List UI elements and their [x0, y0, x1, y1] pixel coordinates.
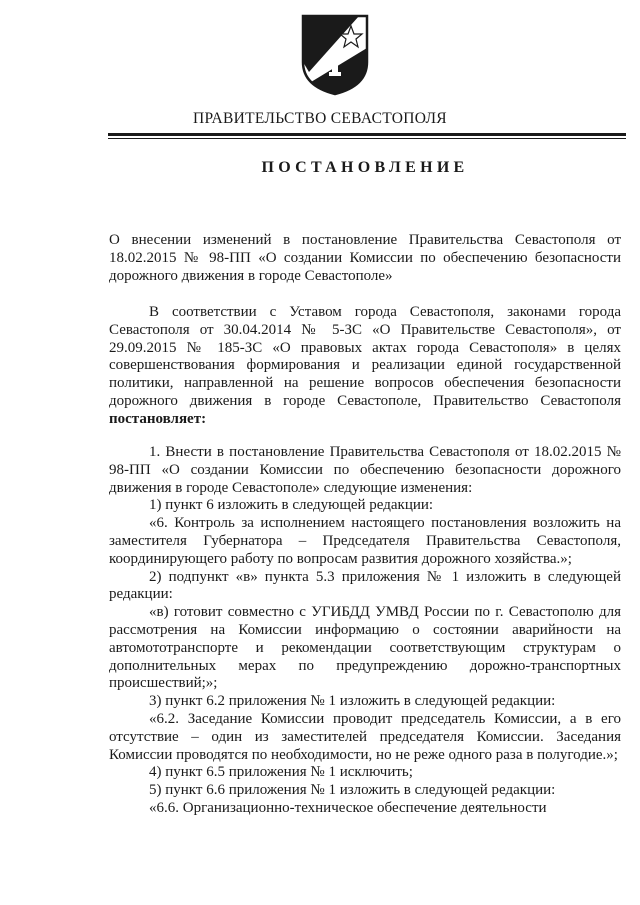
- body-paragraph: «6.2. Заседание Комиссии проводит председатель Комиссии, а в его отсутствие – один из заместителей председателя Комиссии. Заседания Комиссии проводятся по необходимости, но не реже одного раза в полугодие.»;: [109, 710, 621, 763]
- body-paragraph: 5) пункт 6.6 приложения № 1 изложить в следующей редакции:: [149, 782, 556, 799]
- body-paragraph: «в) готовит совместно с УГИБДД УМВД России по г. Севастополю для рассмотрения на Комиссии информацию о состоянии аварийности на автомототранспорте и рекомендации соответствующим структурам о дополнительных мерах по предупреждению дорожно-транспортных происшествий;»;: [109, 604, 621, 692]
- body-paragraph: 1. Внести в постановление Правительства Севастополя от 18.02.2015 № 98-ПП «О создании Комиссии по обеспечению безопасности дорожного движения в городе Севастополе» следующие изменения:: [109, 444, 621, 496]
- header-divider-thick: [108, 133, 626, 136]
- coat-of-arms-icon: [299, 12, 371, 96]
- government-name: ПРАВИТЕЛЬСТВО СЕВАСТОПОЛЯ: [193, 110, 447, 127]
- preamble-text: В соответствии с Уставом города Севастополя, законами города Севастополя от 30.04.2014 № 5-ЗС «О Правительстве Севастополя», от 29.09.2015 № 185-ЗС «О правовых актах города Севастополя» в целях совершенствования формирования и реализации единой государственной политики, направленной на решение вопросов обеспечения безопасности дорожного движения в городе Севастополе, Правительство Севастополя: [109, 304, 621, 409]
- body-paragraph: 1) пункт 6 изложить в следующей редакции:: [149, 497, 434, 514]
- body-paragraph: «6.6. Организационно-техническое обеспечение деятельности: [149, 799, 547, 816]
- body-paragraph: 2) подпункт «в» пункта 5.3 приложения № 1 изложить в следующей редакции:: [109, 568, 621, 603]
- resolves-word: постановляет:: [109, 410, 207, 427]
- subject-text: О внесении изменений в постановление Правительства Севастополя от 18.02.2015 № 98-ПП «О создании Комиссии по обеспечению безопасности дорожного движения в городе Севастополе»: [109, 232, 621, 284]
- document-type: ПОСТАНОВЛЕНИЕ: [261, 159, 469, 176]
- document-subject: [109, 232, 621, 285]
- body-paragraph: «6. Контроль за исполнением настоящего постановления возложить на заместителя Губернатора – Председателя Правительства Севастополя, координирующего работу по вопросам развития дорожного хозяйства.»;: [109, 515, 621, 567]
- preamble: [109, 304, 621, 429]
- document-body: [109, 444, 621, 818]
- body-paragraph: 3) пункт 6.2 приложения № 1 изложить в следующей редакции:: [149, 693, 556, 710]
- preamble-paragraph: [109, 304, 621, 429]
- header-divider-thin: [108, 138, 626, 139]
- body-paragraph: 4) пункт 6.5 приложения № 1 исключить;: [149, 764, 413, 781]
